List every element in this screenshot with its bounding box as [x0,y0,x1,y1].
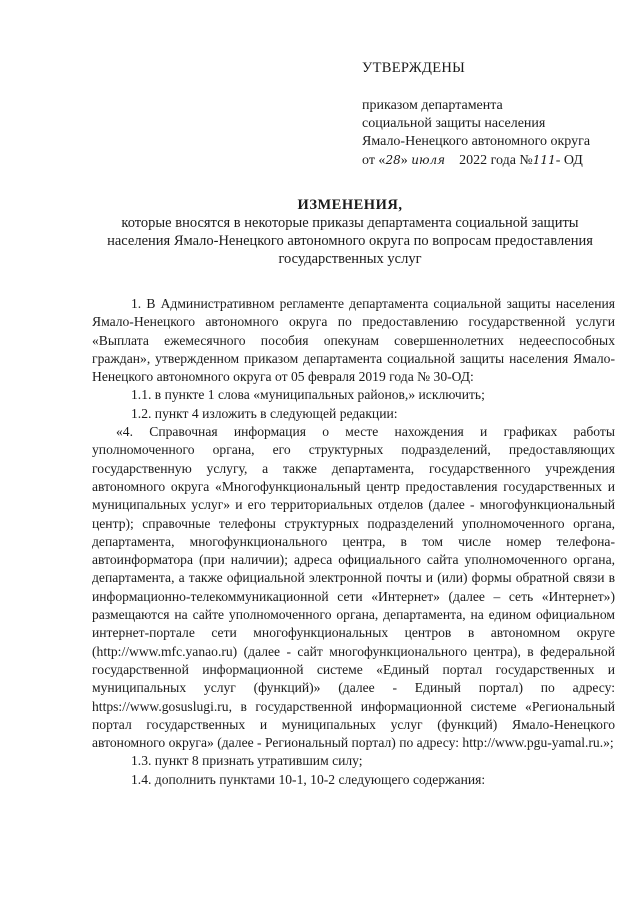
document-heading [80,196,620,268]
paragraph-1-1: 1.1. в пункте 1 слова «муниципальных районов,» исключить; [131,387,485,403]
date-month-handwritten: июля [411,153,446,167]
order-number-suffix: - ОД [555,153,583,168]
paragraph-item-4: «4. Справочная информация о месте нахождения и графиках работы уполномоченного органа, его структурных подразделений, предоставляющих государственную услугу, а также департамента, государственного учреждения автономного округа «Многофункциональный центр предоставления государственных и муниципальных услуг» и его территориальных отделов (далее - многофункциональный центр); справочные телефоны структурных подразделений уполномоченного органа, департамента, многофункционального центра, в том числе номер телефона-автоинформатора (при наличии); адреса официального сайта уполномоченного органа, департамента, а также официальной электронной почты и (или) формы обратной связи в информационно-телекоммуникационной сети «Интернет» (далее – сеть «Интернет») размещаются на сайте уполномоченного органа, департамента, на едином официальном интернет-портале сети многофункциональных центров в автономном округе (http://www.mfc.yanao.ru) (далее - сайт многофункционального центра), в федеральной государственной информационной системе «Единый портал государственных и муниципальных услуг (функций)» (далее - Единый портал) по адресу: https://www.gosuslugi.ru, в государственной информационной системе «Региональный портал государственных и муниципальных услуг (функций) Ямало-Ненецкого автономного округа» (далее - Региональный портал) по адресу: http://www.pgu-yamal.ru.»; [92,424,615,751]
date-day-handwritten: 28 [385,153,401,167]
paragraph-1: 1. В Административном регламенте департамента социальной защиты населения Ямало-Ненецкого автономного округа по предоставлению государственной услуги «Выплата ежемесячного пособия опекунам совершеннолетних недееспособных граждан», утвержденном приказом департамента социальной защиты населения Ямало-Ненецкого автономного округа от 05 февраля 2019 года № 30-ОД: [92,296,615,385]
approval-line-1: приказом департамента [362,98,503,113]
document-body [92,295,615,789]
heading-line-2: населения Ямало-Ненецкого автономного округа по вопросам предоставления [107,233,593,249]
date-close: » [400,153,408,168]
approval-title: УТВЕРЖДЕНЫ [362,60,466,76]
approval-date-line [362,151,590,170]
paragraph-1-3: 1.3. пункт 8 признать утратившим силу; [131,753,363,769]
order-number-handwritten: 111 [532,153,556,167]
approval-lines [362,97,590,170]
heading-line-1: которые вносятся в некоторые приказы департамента социальной защиты [121,215,579,231]
approval-line-3: Ямало-Ненецкого автономного округа [362,134,591,149]
heading-line-3: государственных услуг [278,251,422,267]
heading-title: ИЗМЕНЕНИЯ, [297,197,403,213]
approval-line-2: социальной защиты населения [362,116,546,131]
paragraph-1-2: 1.2. пункт 4 изложить в следующей редакции: [131,405,398,421]
approval-block [362,60,590,170]
date-year: 2022 года № [459,153,533,168]
date-prefix: от « [362,153,386,168]
paragraph-1-4: 1.4. дополнить пунктами 10-1, 10-2 следующего содержания: [131,771,486,787]
